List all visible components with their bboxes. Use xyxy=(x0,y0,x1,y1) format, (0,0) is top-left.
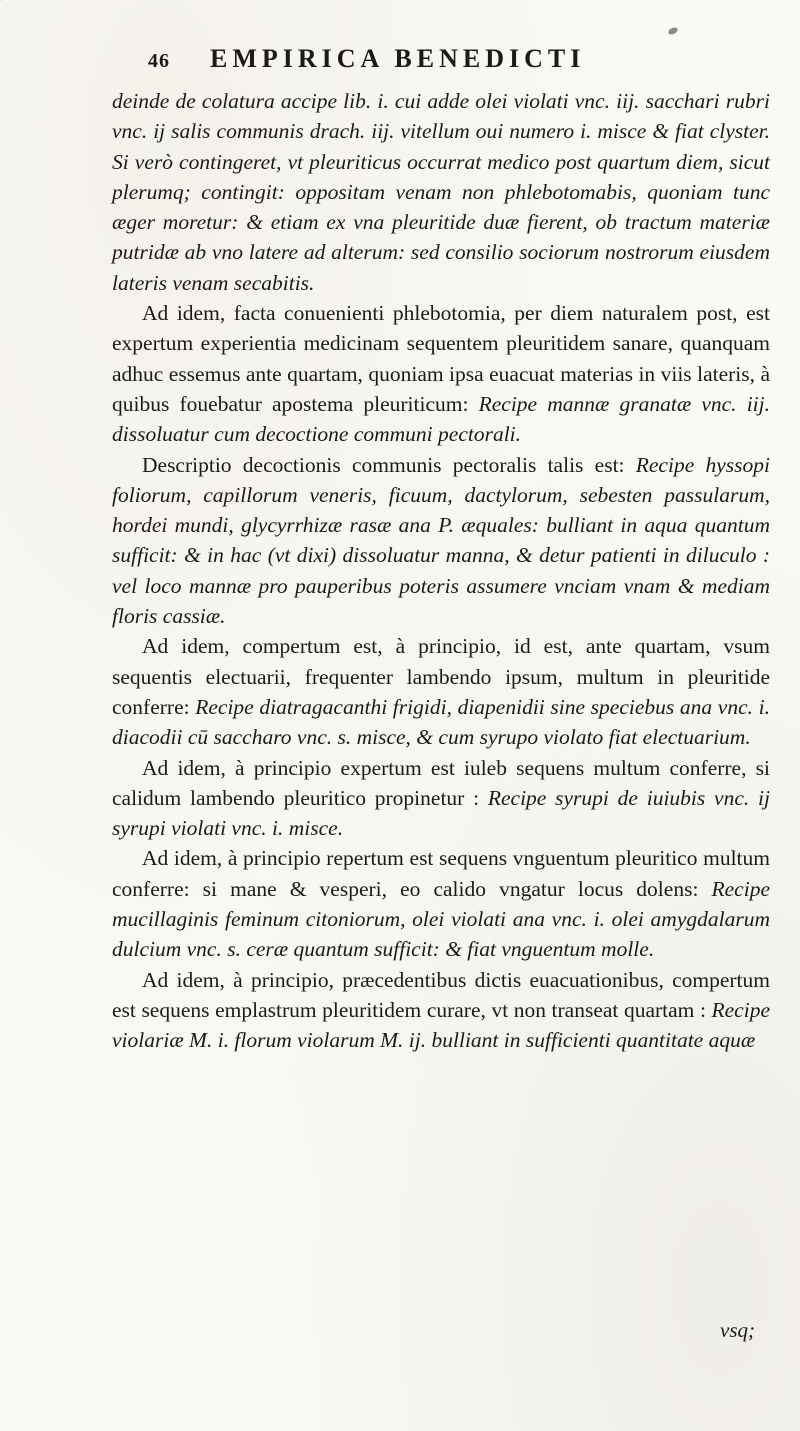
paragraph xyxy=(112,450,770,632)
roman-text: Ad idem, à principio repertum est sequens vnguentum pleuritico multum conferre: si mane & vesperi, eo calido vngatur locus dolens: xyxy=(112,846,770,901)
roman-text: Descriptio decoctionis communis pectoralis talis est: xyxy=(142,452,636,477)
italic-text: Recipe violariæ M. i. florum violarum M. ij. bulliant in sufficienti quantitate aquæ xyxy=(112,997,770,1053)
italic-text: Recipe diatragacanthi frigidi, diapenidii sine speciebus ana vnc. i. diacodii cū saccharo vnc. s. misce, & cum syrupo violato fiat electuarium. xyxy=(112,694,770,750)
roman-text: Ad idem, facta conuenienti phlebotomia, per diem naturalem post, est expertum experientia medicinam sequentem pleuritidem sanare, quanquam adhuc essemus ante quartam, quoniam ipsa euacuat materias in viis lateris, à quibus fouebatur apostema pleuriticum: xyxy=(112,301,770,416)
italic-text: deinde de colatura accipe lib. i. cui adde olei violati vnc. iij. sacchari rubri vnc. ij salis communis drach. iij. vitellum oui numero i. misce & fiat clyster. Si verò contingeret, vt pleuriticus occurrat medico post quartum diem, sicut plerumq; contingit: oppositam venam non phlebotomabis, quoniam tunc æger moretur: & etiam ex vna pleuritide duæ fierent, ob tractum materiæ putridæ ab vno latere ad alterum: sed consilio sociorum nostrorum eiusdem lateris venam secabitis. xyxy=(112,89,770,295)
paragraph xyxy=(112,631,770,752)
paragraph xyxy=(112,86,770,298)
paragraph xyxy=(112,298,770,449)
paragraph xyxy=(112,753,770,844)
italic-text: Recipe hyssopi foliorum, capillorum veneris, ficuum, dactylorum, sebesten passularum, hordei mundi, glycyrrhizæ rasæ ana P. æquales: bulliant in aqua quantum sufficit: & in hac (vt dixi) dissoluatur manna, & detur patienti in diluculo : vel loco mannæ pro pauperibus poteris assumere vnciam vnam & mediam floris cassiæ. xyxy=(112,452,770,629)
body-text xyxy=(112,86,770,1056)
paper-fold-mark xyxy=(0,0,72,31)
page-header xyxy=(148,44,708,74)
paragraph xyxy=(112,965,770,1056)
running-head: EMPIRICA BENEDICTI xyxy=(210,44,586,73)
ink-spot xyxy=(667,26,679,36)
roman-text: Ad idem, à principio expertum est iuleb sequens multum conferre, si calidum lambendo pleuritico propinetur : xyxy=(112,755,770,810)
italic-text: Recipe mannæ granatæ vnc. iij. dissoluatur cum decoctione communi pectorali. xyxy=(112,391,770,447)
catchword: vsq; xyxy=(720,1318,755,1342)
italic-text: Recipe syrupi de iuiubis vnc. ij syrupi violati vnc. i. misce. xyxy=(112,785,770,841)
page-number: 46 xyxy=(148,50,170,72)
roman-text: Ad idem, compertum est, à principio, id est, ante quartam, vsum sequentis electuarii, frequenter lambendo ipsum, multum in pleuritide conferre: xyxy=(112,634,770,719)
italic-text: Recipe mucillaginis feminum citoniorum, olei violati ana vnc. i. olei amygdalarum dulcium vnc. s. ceræ quantum sufficit: & fiat vnguentum molle. xyxy=(112,876,770,962)
roman-text: Ad idem, à principio, præcedentibus dictis euacuationibus, compertum est sequens emplastrum pleuritidem curare, vt non transeat quartam : xyxy=(112,967,770,1022)
paragraph xyxy=(112,843,770,964)
